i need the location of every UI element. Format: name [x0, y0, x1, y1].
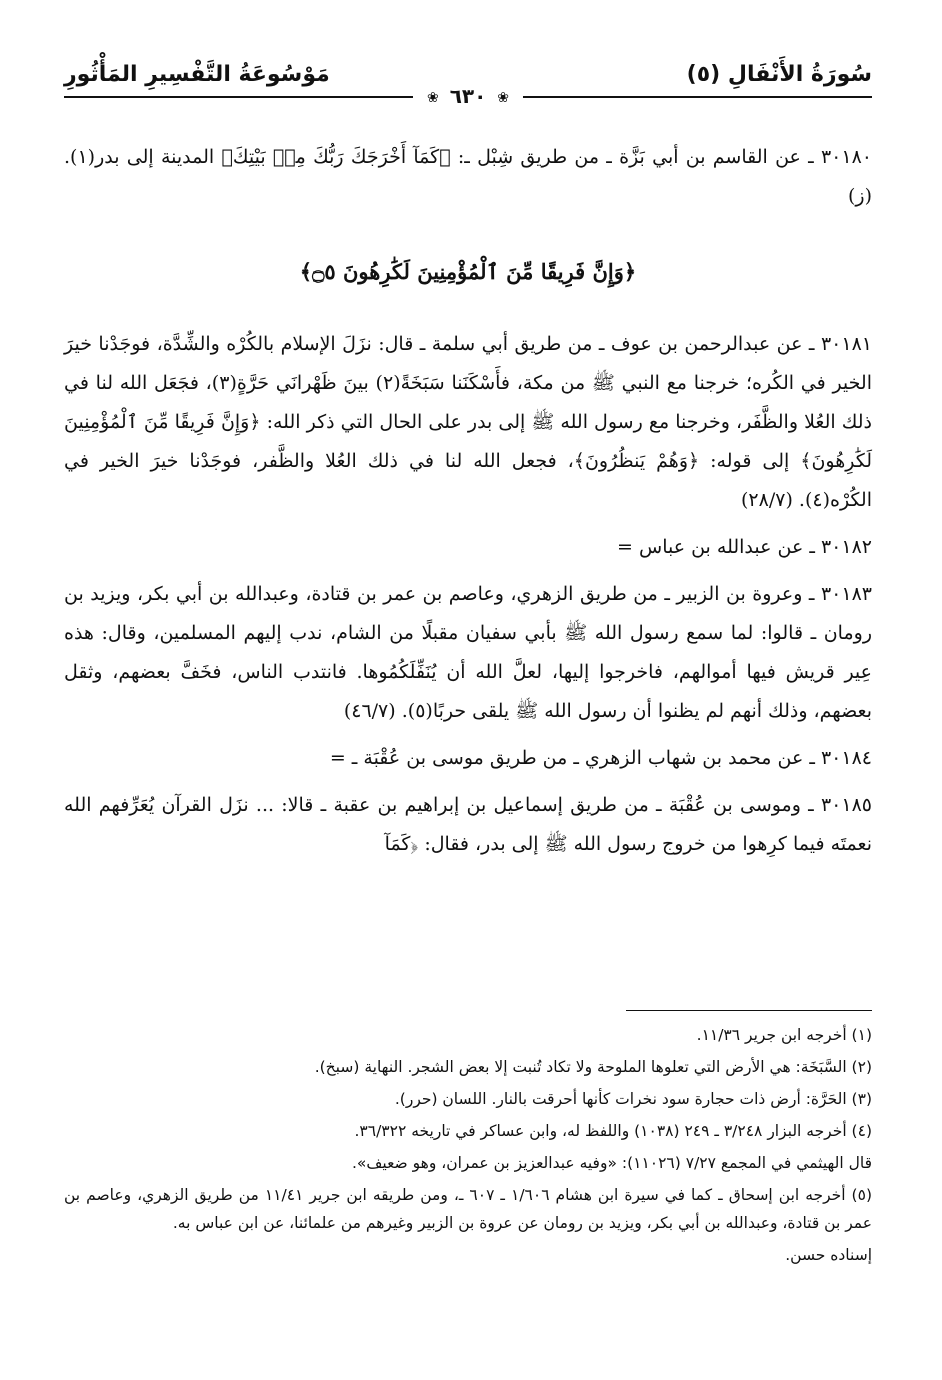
- footnote-rule: [626, 1010, 872, 1011]
- footnote-1: (١) أخرجه ابن جرير ١١/٣٦.: [696, 1026, 872, 1044]
- quran-verse-heading: ﴿وَإِنَّ فَرِيقًا مِّنَ ٱلْمُؤْمِنِينَ لَكَٰرِهُونَ ۝٥﴾: [299, 259, 637, 284]
- footnote-4: (٤) أخرجه البزار ٣/٢٤٨ ـ ٢٤٩ (١٠٣٨) واللفظ له، وابن عساكر في تاريخه ٣٦/٣٢٢.: [354, 1122, 872, 1140]
- entry-30185: ٣٠١٨٥ ـ وموسى بن عُقْبَة ـ من طريق إسماعيل بن إبراهيم بن عقبة ـ قالا: ... نزَل القرآن يُعَرِّفهم الله نعمتَه فيما كرِهوا من خروج رسول الله ﷺ إلى بدر، فقال: ﴿كَمَآ: [64, 794, 872, 855]
- page-number-block: [413, 84, 523, 108]
- page-header: [64, 62, 872, 106]
- entry-30181: ٣٠١٨١ ـ عن عبدالرحمن بن عوف ـ من طريق أبي سلمة ـ قال: نزَلَ الإسلام بالكُرْه والشِّدَّة، فوجَدْنا خيرَ الخير في الكُره؛ خرجنا مع النبي ﷺ من مكة، فأَسْكَنَنا سَبَخَةً(٢) بينَ ظَهْرانَي حَرَّةٍ(٣)، فجَعَل الله لنا في ذلك العُلا والظَّفَر، وخرجنا مع رسول الله ﷺ إلى بدر على الحال التي ذكر الله: ﴿وَإِنَّ فَرِيقًا مِّنَ ٱلْمُؤْمِنِينَ لَكَٰرِهُونَ﴾ إلى قوله: ﴿وَهُمْ يَنظُرُونَ﴾، فجعل الله لنا في ذلك العُلا والظَّفر، فوجَدْنا خيرَ الخير في الكُرْه(٤). (٢٨/٧): [64, 333, 872, 511]
- entry-30180: ٣٠١٨٠ ـ عن القاسم بن أبي بَزَّة ـ من طريق شِبْل ـ: ﴿كَمَآ أَخْرَجَكَ رَبُّكَ مِنۢ بَيْتِكَ﴾ المدينة إلى بدر(١). (ز): [64, 146, 872, 207]
- footnote-5-note: إسناده حسن.: [785, 1246, 872, 1264]
- footnote-5: (٥) أخرجه ابن إسحاق ـ كما في سيرة ابن هشام ١/٦٠٦ ـ ٦٠٧ ـ، ومن طريقه ابن جرير ١١/٤١ من طريق الزهري، وعاصم بن عمر بن قتادة، وعبدالله بن أبي بكر، ويزيد بن رومان عن عروة بن الزبير وغيرهم من علمائنا، عن ابن عباس به.: [64, 1186, 872, 1232]
- entry-30183: ٣٠١٨٣ ـ وعروة بن الزبير ـ من طريق الزهري، وعاصم بن عمر بن قتادة، وعبدالله بن أبي بكر، ويزيد بن رومان ـ قالوا: لما سمع رسول الله ﷺ بأبي سفيان مقبلًا من الشام، ندب إليهم المسلمين، وقال: هذه عِير قريش فيها أموالهم، فاخرجوا إليها، لعلَّ الله أن يُنَفِّلَكُمُوها. فانتدب الناس، فخَفَّ بعضهم، وثقل بعضهم، وذلك أنهم لم يظنوا أن رسول الله ﷺ يلقى حربًا(٥). (٤٦/٧): [64, 583, 872, 722]
- ornament-left-icon: ❀: [426, 89, 439, 106]
- entry-30184: ٣٠١٨٤ ـ عن محمد بن شهاب الزهري ـ من طريق موسى بن عُقْبَة ـ =: [329, 747, 872, 769]
- footnote-4-note: قال الهيثمي في المجمع ٧/٢٧ (١١٠٢٦): «وفيه عبدالعزيز بن عمران، وهو ضعيف».: [351, 1154, 872, 1172]
- entry-30182: ٣٠١٨٢ ـ عن عبدالله بن عباس =: [617, 536, 872, 558]
- book-title: مَوْسُوعَةُ التَّفْسِيرِ المَأْثُورِ: [64, 62, 330, 87]
- surah-title: سُورَةُ الأَنْفَالِ (٥): [686, 62, 872, 87]
- footnote-3: (٣) الحَرَّة: أرض ذات حجارة سود نخرات كأنها أحرقت بالنار. اللسان (حرر).: [394, 1090, 872, 1108]
- page-number: ٦٣٠: [449, 84, 487, 108]
- footnotes: [64, 1010, 872, 1273]
- ornament-right-icon: ❀: [497, 89, 510, 106]
- main-text: [64, 138, 872, 872]
- footnote-2: (٢) السَّبَخَة: هي الأرض التي تعلوها الملوحة ولا تكاد تُنبت إلا بعض الشجر. النهاية (سبخ).: [314, 1058, 872, 1076]
